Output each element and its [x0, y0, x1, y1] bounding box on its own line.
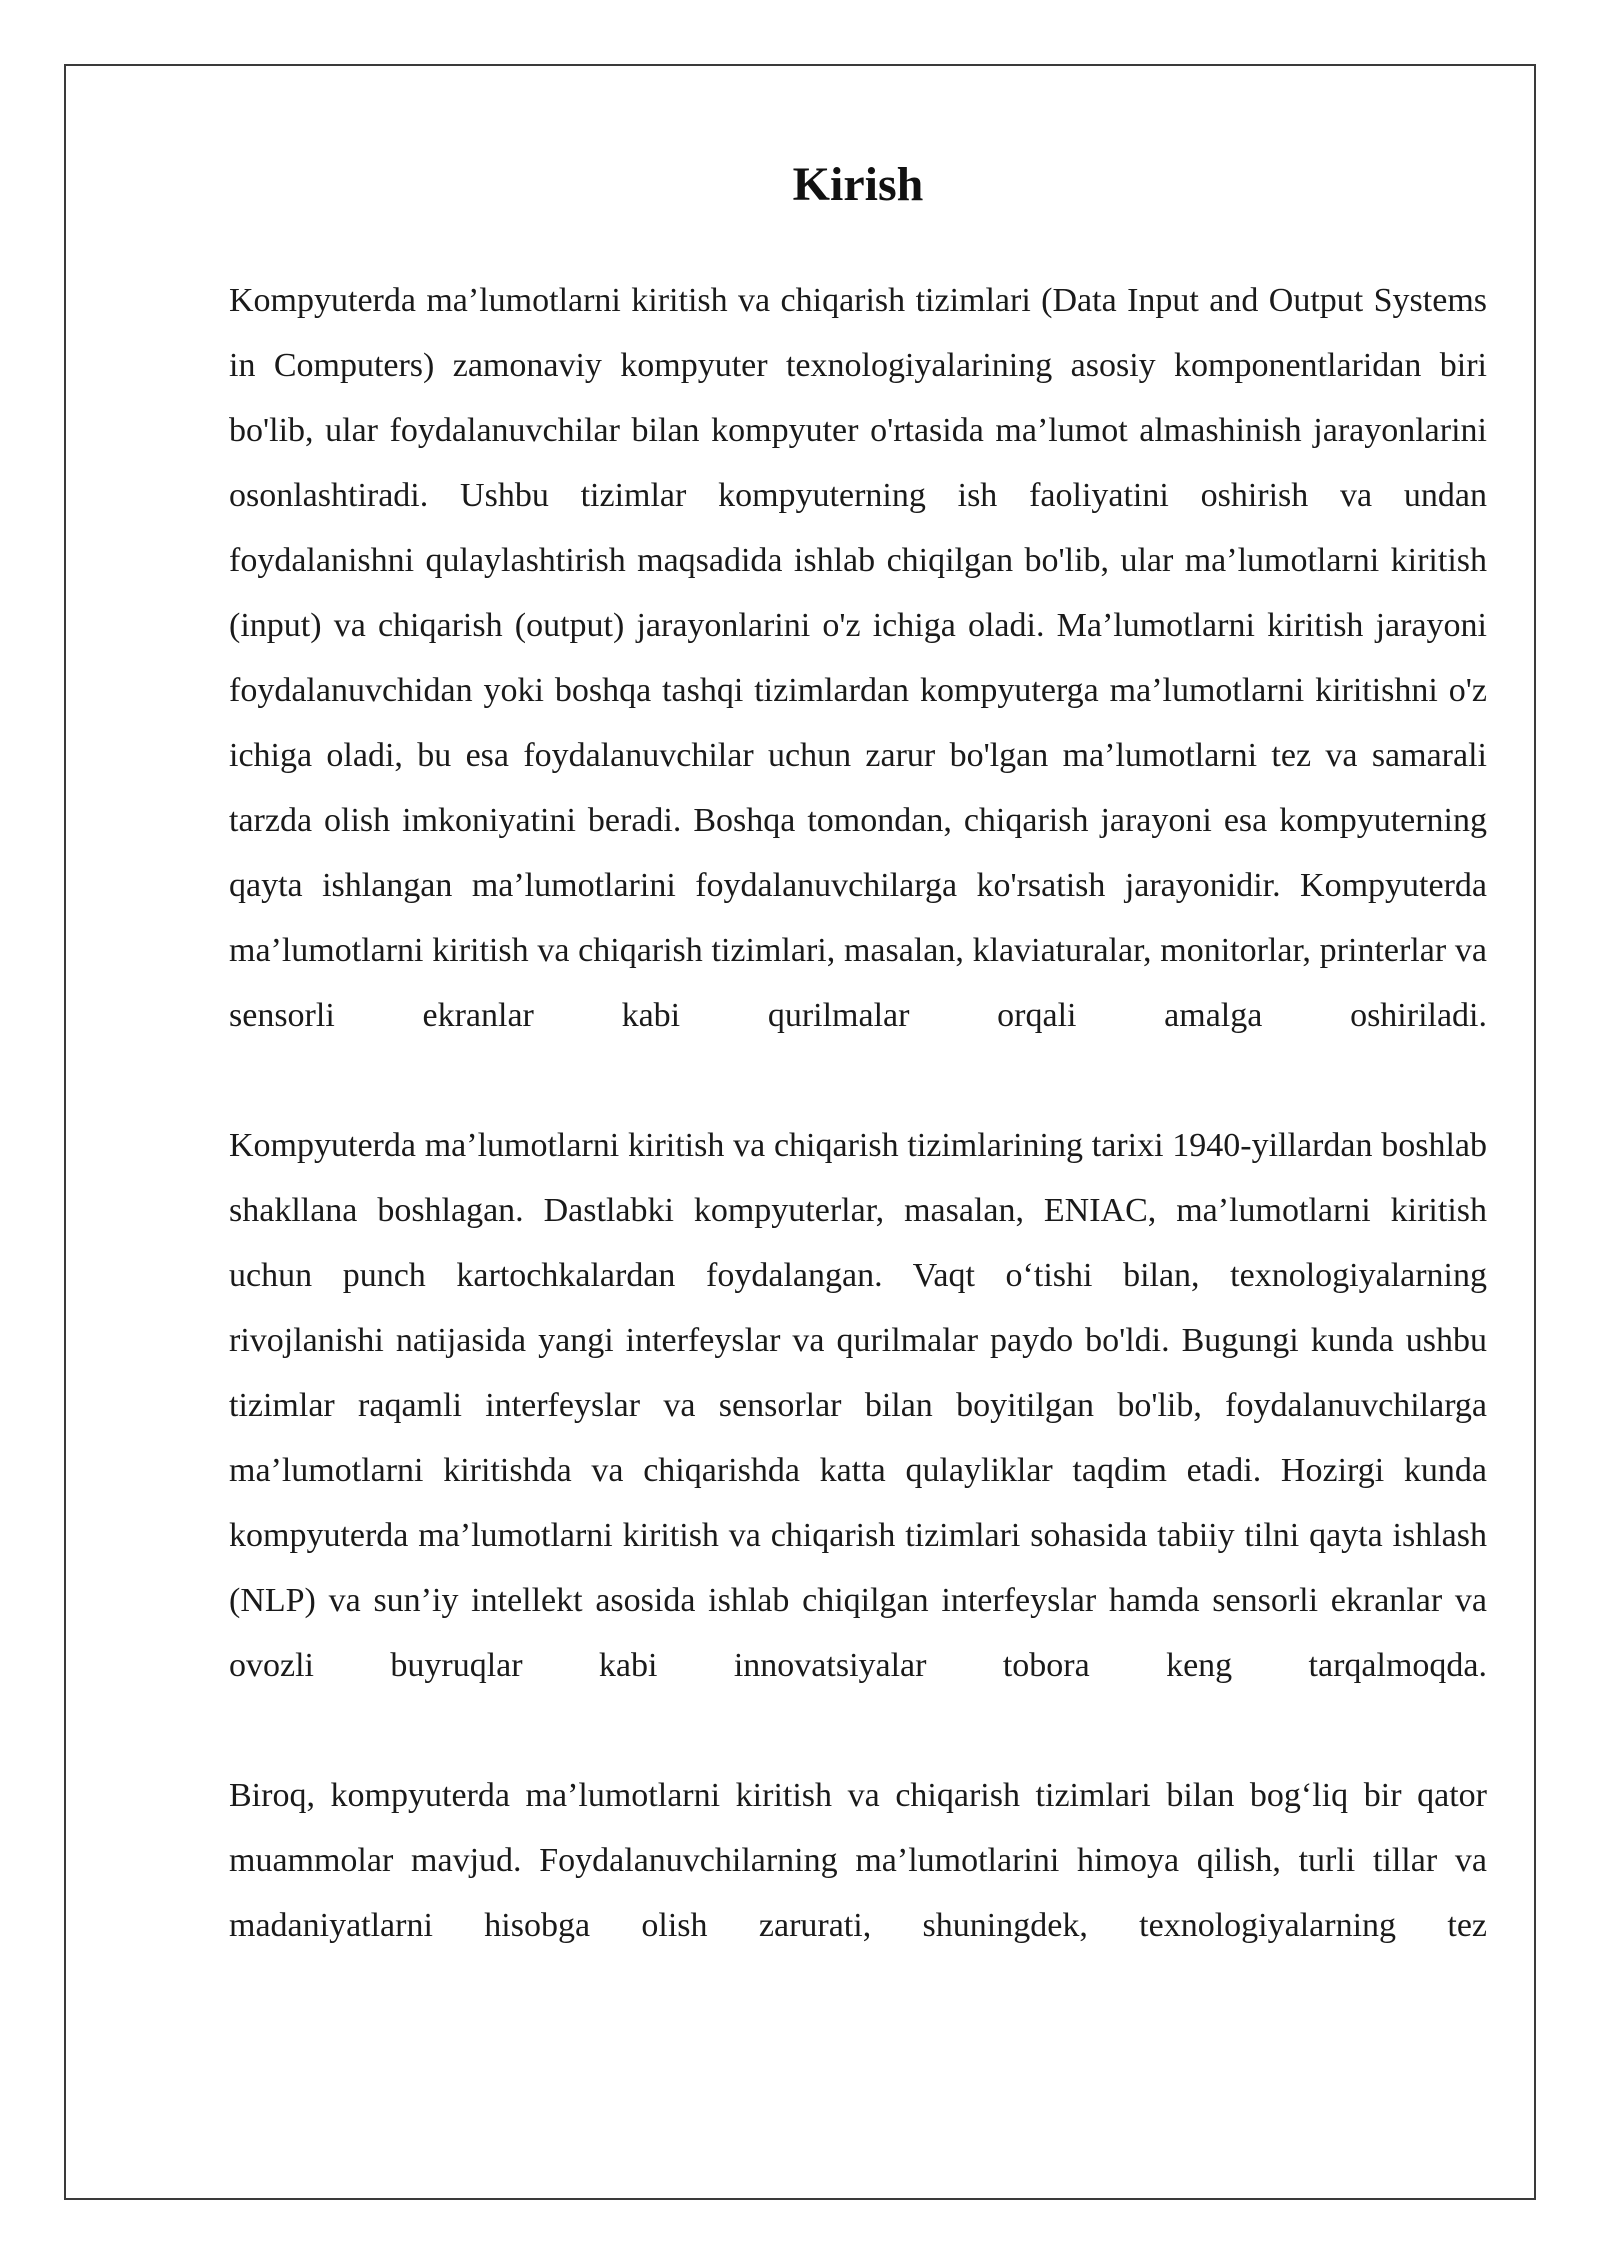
paragraph-1: Kompyuterda ma’lumotlarni kiritish va chiqarish tizimlari (Data Input and Output Systems in Computers) zamonaviy kompyuter texnologiyalarining asosiy komponentlaridan biri bo'lib, ular foydalanuvchilar bilan kompyuter o'rtasida ma’lumot almashinish jarayonlarini osonlashtiradi. Ushbu tizimlar kompyuterning ish faoliyatini oshirish va undan foydalanishni qulaylashtirish maqsadida ishlab chiqilgan bo'lib, ular ma’lumotlarni kiritish (input) va chiqarish (output) jarayonlarini o'z ichiga oladi. Ma’lumotlarni kiritish jarayoni foydalanuvchidan yoki boshqa tashqi tizimlardan kompyuterga ma’lumotlarni kiritishni o'z ichiga oladi, bu esa foydalanuvchilar uchun zarur bo'lgan ma’lumotlarni tez va samarali tarzda olish imkoniyatini beradi. Boshqa tomondan, chiqarish jarayoni esa kompyuterning qayta ishlangan ma’lumotlarini foydalanuvchilarga ko'rsatish jarayonidir. Kompyuterda ma’lumotlarni kiritish va chiqarish tizimlari, masalan, klaviaturalar, monitorlar, printerlar va sensorli ekranlar kabi qurilmalar orqali amalga oshiriladi.	[229, 282, 1487, 1034]
paragraph-2: Kompyuterda ma’lumotlarni kiritish va chiqarish tizimlarining tarixi 1940-yillardan boshlab shakllana boshlagan. Dastlabki kompyuterlar, masalan, ENIAC, ma’lumotlarni kiritish uchun punch kartochkalardan foydalangan. Vaqt o‘tishi bilan, texnologiyalarning rivojlanishi natijasida yangi interfeyslar va qurilmalar paydo bo'ldi. Bugungi kunda ushbu tizimlar raqamli interfeyslar va sensorlar bilan boyitilgan bo'lib, foydalanuvchilarga ma’lumotlarni kiritishda va chiqarishda katta qulayliklar taqdim etadi. Hozirgi kunda kompyuterda ma’lumotlarni kiritish va chiqarish tizimlari sohasida tabiiy tilni qayta ishlash (NLP) va sun’iy intellekt asosida ishlab chiqilgan interfeyslar hamda sensorli ekranlar va ovozli buyruqlar kabi innovatsiyalar tobora keng tarqalmoqda.	[229, 1127, 1487, 1684]
paragraph-3: Biroq, kompyuterda ma’lumotlarni kiritish va chiqarish tizimlari bilan bog‘liq bir qator muammolar mavjud. Foydalanuvchilarning ma’lumotlarini himoya qilish, turli tillar va madaniyatlarni hisobga olish zarurati, shuningdek, texnologiyalarning tez	[229, 1777, 1487, 1944]
page-title: Kirish	[792, 158, 924, 211]
document-body	[229, 150, 1487, 1958]
